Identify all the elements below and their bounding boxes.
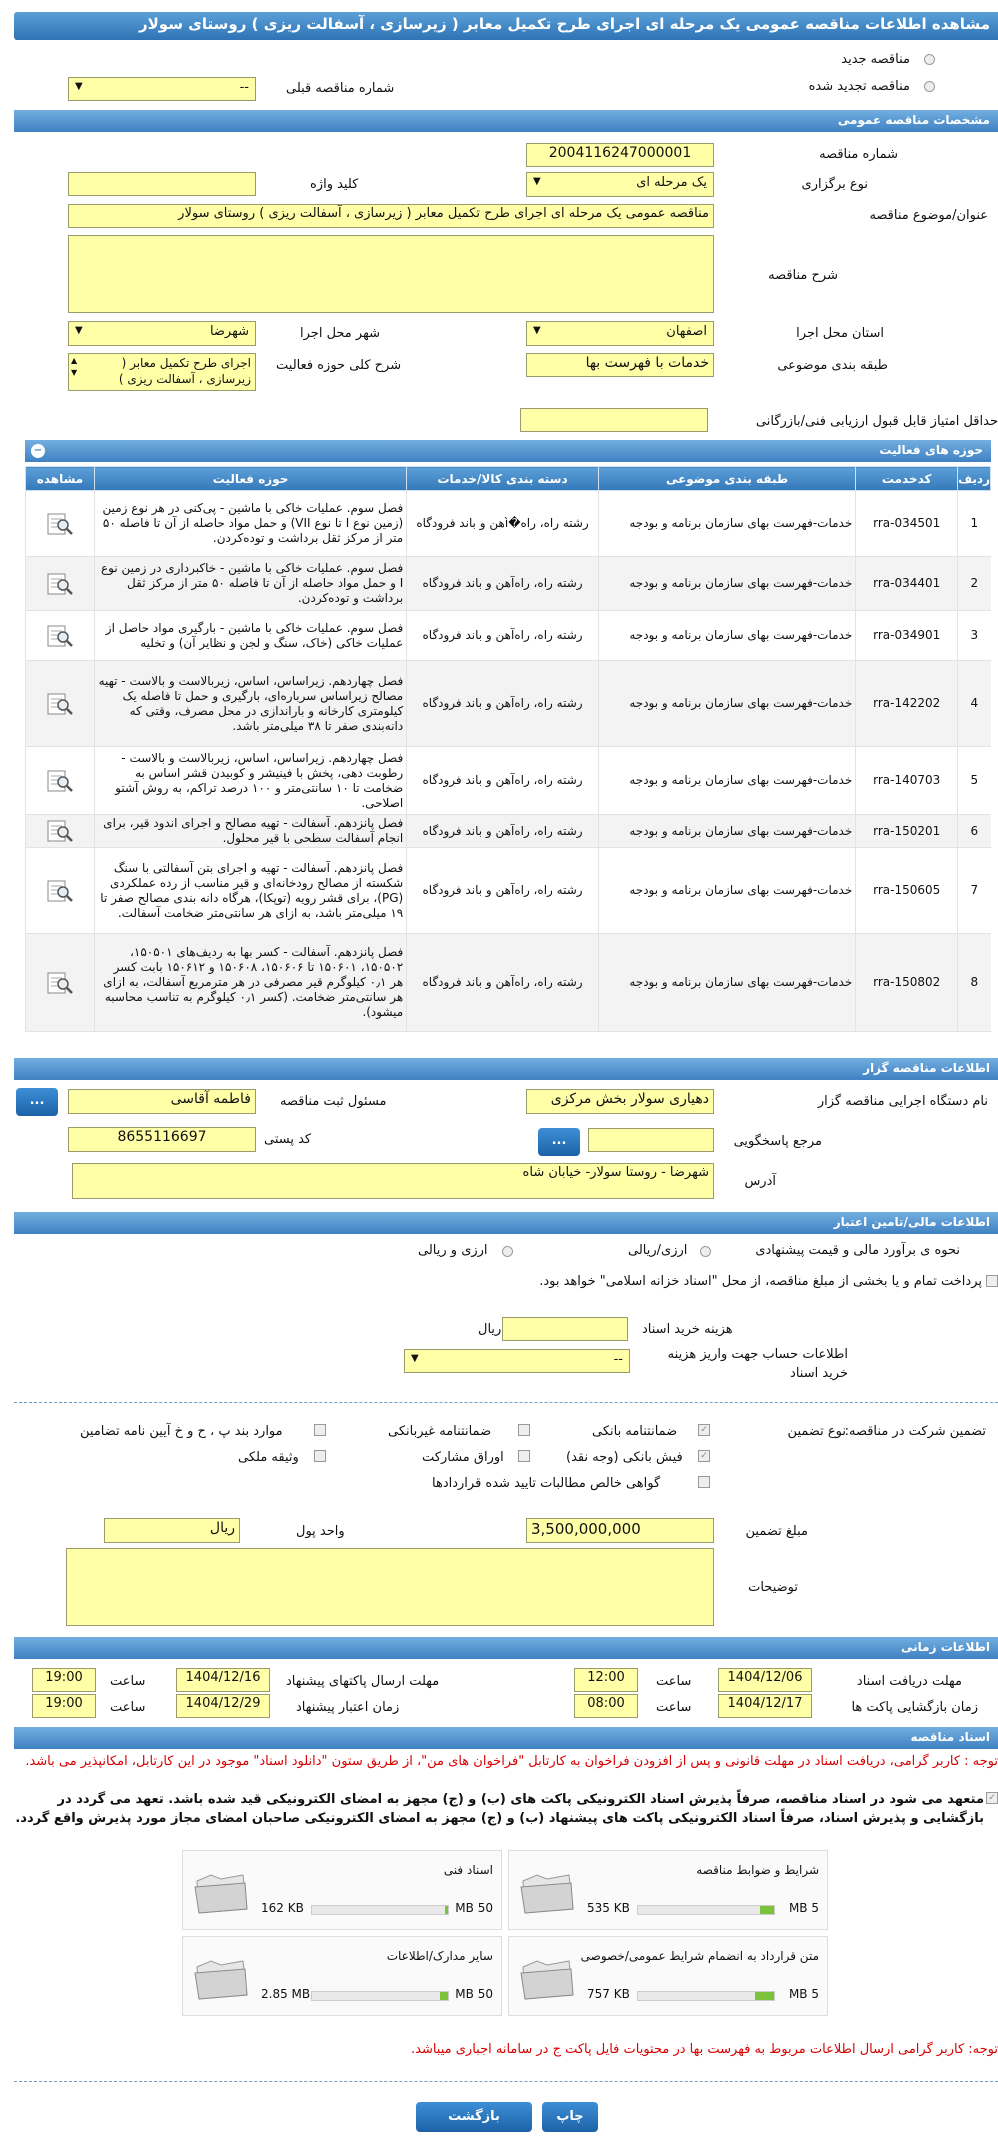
tender-number-field[interactable]: 2004116247000001: [526, 143, 714, 167]
subject-label: عنوان/موضوع مناقصه: [869, 208, 988, 223]
document-max-size: 5 MB: [788, 1901, 819, 1915]
reference-field[interactable]: [588, 1128, 714, 1152]
document-card[interactable]: [508, 1936, 828, 2016]
new-tender-label: مناقصه جدید: [841, 52, 910, 67]
download-note: توجه : کاربر گرامی، دریافت اسناد در مهلت قانونی و پس از افزودن فراخوان به کارتابل "فراخوان های من"، از طریق ستون "دانلود اسناد" موجود در این کارتابل، امکانپذیر می باشد.: [25, 1754, 998, 1769]
view-cell[interactable]: [26, 611, 95, 661]
documents-header: اسناد مناقصه: [14, 1727, 998, 1749]
responsible-label: مسئول ثبت مناقصه: [280, 1094, 387, 1109]
subject-category: خدمات-فهرست بهای سازمان برنامه و بودجه: [598, 815, 855, 848]
document-max-size: 5 MB: [788, 1987, 819, 2001]
service-code: rra-034501: [856, 491, 958, 557]
renewed-tender-label: مناقصه تجدید شده: [808, 79, 910, 94]
document-max-size: 50 MB: [455, 1901, 493, 1915]
view-cell[interactable]: [26, 747, 95, 815]
price-list-note: توجه: کاربر گرامی ارسال اطلاعات مربوط به فهرست بها در محتویات فایل پاکت ج در سامانه اجباری میباشد.: [411, 2042, 998, 2057]
net-receivables-checkbox[interactable]: [698, 1476, 710, 1488]
subject-category: خدمات-فهرست بهای سازمان برنامه و بودجه: [598, 747, 855, 815]
rial-currency-radio[interactable]: [700, 1246, 711, 1257]
prev-number-select[interactable]: ▼ --: [68, 77, 256, 101]
bank-receipt-checkbox[interactable]: ✓: [698, 1450, 710, 1462]
min-score-field[interactable]: [520, 408, 708, 432]
col-row: ردیف: [958, 467, 991, 491]
province-select[interactable]: ▼ اصفهان: [526, 321, 714, 346]
validity-time[interactable]: 19:00: [32, 1694, 96, 1718]
opening-label: زمان بازگشایی پاکت ها: [851, 1700, 978, 1715]
account-info-select[interactable]: ▼ --: [404, 1349, 630, 1373]
col-view: مشاهده: [26, 467, 95, 491]
subject-category: خدمات-فهرست بهای سازمان برنامه و بودجه: [598, 557, 855, 611]
validity-label: زمان اعتبار پیشنهاد: [296, 1700, 400, 1715]
receive-docs-time[interactable]: 12:00: [574, 1668, 638, 1692]
commitment-text: متعهد می شود در اسناد مناقصه، صرفاً پذیرش اسناد الکترونیکی پاکت های (ب) و (ج) مجهز به امضای الکترونیکی قید شده باشد. تعهد می گردد در بازگشایی و پذیرش اسناد، صرفاً اسناد الکترونیکی پاکت های پیشنهاد (ب) و (ج) مجهز به امضای الکترونیکی صاحبان امضای مجاز مورد پذیرش واقع گردد.: [15, 1792, 984, 1826]
subject-category: خدمات-فهرست بهای سازمان برنامه و بودجه: [598, 491, 855, 557]
activity-scope: فصل پانزدهم. آسفالت - تهیه مصالح و اجرای اندود قیر، برای انجام آسفالت سطحی با قیر محلول.: [94, 815, 406, 848]
service-code: rra-142202: [856, 661, 958, 747]
nonbank-guarantee-checkbox[interactable]: [518, 1424, 530, 1436]
col-scope: حوزه فعالیت: [94, 467, 406, 491]
description-field[interactable]: [68, 235, 714, 313]
org-browse-button[interactable]: ...: [16, 1088, 58, 1116]
timing-header: اطلاعات زمانی: [14, 1637, 998, 1659]
document-size-fill: [760, 1906, 774, 1914]
opening-date[interactable]: 1404/12/17: [718, 1694, 812, 1718]
table-row: [26, 491, 991, 557]
document-card[interactable]: [182, 1936, 502, 2016]
view-cell[interactable]: [26, 557, 95, 611]
validity-date[interactable]: 1404/12/29: [176, 1694, 270, 1718]
activity-scope: فصل پانزدهم. آسفالت - کسر بها به ردیف‌های ۱۵۰۵۰۱، ۱۵۰۵۰۲، ۱۵۰۶۰۱ تا ۱۵۰۶۰۶، ۱۵۰۶۰۸ و ۱۵۰۶۱۲ بابت کسر هر ۰٫۱ کیلوگرم قیر مصرفی در هر مترمربع آسفالت، به ازای هر سانتی‌متر ضخامت. (کسر ۰٫۱ کیلوگرم به تناسب محاسبه میشود).: [94, 934, 406, 1032]
document-size-bar: [311, 1905, 449, 1915]
view-cell[interactable]: [26, 661, 95, 747]
currency-unit-field[interactable]: ریال: [104, 1518, 240, 1543]
guarantee-label: تضمین شرکت در مناقصه:: [844, 1424, 986, 1439]
divider: [14, 1402, 998, 1403]
document-size: 2.85 MB: [261, 1987, 311, 2001]
goods-group: رشته راه، راه‌آهن و باند فرودگاه: [407, 557, 599, 611]
collapse-icon[interactable]: −: [31, 444, 45, 458]
category-field[interactable]: خدمات با فهرست بها: [526, 353, 714, 377]
row-number: 6: [958, 815, 991, 848]
reference-browse-button[interactable]: ...: [538, 1128, 580, 1156]
send-offers-time[interactable]: 19:00: [32, 1668, 96, 1692]
property-collateral-label: وثیقه ملکی: [238, 1450, 299, 1465]
subject-category: خدمات-فهرست بهای سازمان برنامه و بودجه: [598, 661, 855, 747]
islamic-treasury-checkbox[interactable]: [986, 1275, 998, 1287]
view-details-icon[interactable]: [46, 571, 74, 597]
doc-fee-label: هزینه خرید اسناد: [642, 1322, 733, 1337]
nonbank-guarantee-label: ضمانتنامه غیربانکی: [388, 1424, 492, 1439]
col-group: دسته بندی کالا/خدمات: [407, 467, 599, 491]
address-field[interactable]: شهرضا - روستا سولار- خیابان شاه: [72, 1163, 714, 1199]
org-name-label: نام دستگاه اجرایی مناقصه گزار: [817, 1094, 988, 1109]
keyword-label: کلید واژه: [310, 177, 359, 192]
view-details-icon[interactable]: [46, 691, 74, 717]
service-code: rra-034901: [856, 611, 958, 661]
col-category: طبقه بندی موضوعی: [598, 467, 855, 491]
responsible-field[interactable]: فاطمه آقاسی: [68, 1089, 256, 1114]
activity-scope: فصل چهاردهم. زیراساس، اساس، زیربالاست و بالاست - رطوبت دهی، پخش با فینیشر و کوبیدن قشر اساس به ضخامت تا ۱۰ سانتی‌متر و ۱۰۰ درصد تراکم، به روش آشتو اصلاحی.: [94, 747, 406, 815]
folder-icon: [191, 1869, 249, 1915]
doc-fee-unit: ریال: [478, 1322, 502, 1337]
document-size-fill: [755, 1992, 774, 2000]
postal-field[interactable]: 8655116697: [68, 1127, 256, 1152]
finance-header: اطلاعات مالی/تامین اعتبار: [14, 1212, 998, 1234]
currency-and-rial-radio[interactable]: [502, 1246, 513, 1257]
page-title: مشاهده اطلاعات مناقصه عمومی یک مرحله ای اجرای طرح تکمیل معابر ( زیرسازی ، آسفالت ریزی ) روستای سولار: [14, 12, 998, 40]
participation-bonds-label: اوراق مشارکت: [422, 1450, 504, 1465]
category-label: طبقه بندی موضوعی: [777, 358, 888, 373]
goods-group: رشته راه، راه‌آهن و باند فرودگاه: [407, 661, 599, 747]
view-details-icon[interactable]: [46, 970, 74, 996]
document-size-bar: [637, 1991, 775, 2001]
opening-time[interactable]: 08:00: [574, 1694, 638, 1718]
guarantee-amount-field[interactable]: 3,500,000,000: [526, 1518, 714, 1543]
doc-fee-field[interactable]: [502, 1317, 628, 1341]
goods-group: رشته راه، راه‌آهن و باند فرودگاه: [407, 747, 599, 815]
view-cell[interactable]: [26, 934, 95, 1032]
activity-scope: فصل چهاردهم. زیراساس، اساس، زیربالاست و بالاست - تهیه مصالح زیراساس سرباره‌ای، بارگیری و حمل تا فاصله یک کیلومتری کارخانه و باراندازی در محل مصرف، وقتی که دانه‌بندی صفر تا ۳۸ میلی‌متر باشد.: [94, 661, 406, 747]
row-number: 4: [958, 661, 991, 747]
description-label: شرح مناقصه: [768, 268, 838, 283]
regulation-items-checkbox[interactable]: [314, 1424, 326, 1436]
postal-label: کد پستی: [264, 1132, 312, 1147]
prev-number-label: شماره مناقصه قبلی: [286, 81, 395, 96]
send-offers-date[interactable]: 1404/12/16: [176, 1668, 270, 1692]
table-row: [26, 611, 991, 661]
service-code: rra-140703: [856, 747, 958, 815]
goods-group: رشته راه، راه‌آهن و باند فرودگاه: [407, 848, 599, 934]
table-row: [26, 661, 991, 747]
service-code: rra-150201: [856, 815, 958, 848]
document-size-fill: [440, 1992, 448, 2000]
estimation-method-label: نحوه ی برآورد مالی و قیمت پیشنهادی: [755, 1243, 960, 1258]
activity-scope: فصل سوم. عملیات خاکی با ماشین - بارگیری مواد حاصل از عملیات خاکی (خاک، سنگ و لجن و نظایر آن) و تخلیه: [94, 611, 406, 661]
guarantee-amount-label: مبلغ تضمین: [745, 1524, 808, 1539]
bank-receipt-label: فیش بانکی (وجه نقد): [566, 1450, 683, 1465]
table-row: [26, 848, 991, 934]
view-details-icon[interactable]: [46, 768, 74, 794]
document-size-bar: [637, 1905, 775, 1915]
row-number: 7: [958, 848, 991, 934]
service-code: rra-150802: [856, 934, 958, 1032]
receive-docs-label: مهلت دریافت اسناد: [856, 1674, 962, 1689]
opening-time-label: ساعت: [656, 1700, 692, 1715]
renewed-tender-radio[interactable]: [924, 81, 935, 92]
property-collateral-checkbox[interactable]: [314, 1450, 326, 1462]
document-size: 757 KB: [587, 1987, 630, 2001]
view-cell[interactable]: [26, 491, 95, 557]
receive-time-label: ساعت: [656, 1674, 692, 1689]
activity-scope: فصل سوم. عملیات خاکی با ماشین - پی‌کنی در هر نوع زمین (زمین نوع I تا نوع VII) و حمل مواد حاصله از آن تا فاصله ۵۰ متر از مرکز ثقل برداشت و توده‌کردن.: [94, 491, 406, 557]
city-label: شهر محل اجرا: [300, 326, 380, 341]
organizer-header: اطلاعات مناقصه گزار: [14, 1058, 998, 1080]
bank-guarantee-label: ضمانتنامه بانکی: [592, 1424, 678, 1439]
document-name: متن قرارداد به انضمام شرایط عمومی/خصوصی: [580, 1949, 819, 1963]
document-size-bar: [311, 1991, 449, 2001]
view-details-icon[interactable]: [46, 511, 74, 537]
participation-bonds-checkbox[interactable]: [518, 1450, 530, 1462]
col-code: کدخدمت: [856, 467, 958, 491]
net-receivables-label: گواهی خالص مطالبات تایید شده قراردادها: [432, 1476, 661, 1491]
account-info-label: اطلاعات حساب جهت واریز هزینه خرید اسناد: [667, 1347, 848, 1381]
table-row: [26, 934, 991, 1032]
holding-type-label: نوع برگزاری: [801, 177, 868, 192]
table-row: [26, 557, 991, 611]
commitment-checkbox[interactable]: ✓: [986, 1792, 998, 1804]
scope-field[interactable]: اجرای طرح تکمیل معابر ( زیرسازی ، آسفالت ریزی ) ▲ ▼: [68, 353, 256, 391]
row-number: 2: [958, 557, 991, 611]
service-code: rra-034401: [856, 557, 958, 611]
folder-icon: [517, 1955, 575, 2001]
document-name: شرایط و ضوابط مناقصه: [696, 1863, 819, 1877]
general-info-header: مشخصات مناقصه عمومی: [14, 110, 998, 132]
currency-unit-label: واحد پول: [296, 1524, 345, 1539]
view-details-icon[interactable]: [46, 818, 74, 844]
goods-group: رشته راه، راه‌آهن و باند فرودگاه: [407, 815, 599, 848]
document-name: اسناد فنی: [443, 1863, 493, 1877]
view-details-icon[interactable]: [46, 878, 74, 904]
scroll-arrows-icon: ▲ ▼: [71, 356, 78, 377]
new-tender-radio[interactable]: [924, 54, 935, 65]
view-details-icon[interactable]: [46, 623, 74, 649]
goods-group: رشته راه، راه�ìهن و باند فرودگاه: [407, 491, 599, 557]
currency-and-rial-label: ارزی و ریالی: [418, 1243, 488, 1258]
notes-field[interactable]: [66, 1548, 714, 1626]
row-number: 8: [958, 934, 991, 1032]
send-offers-label: مهلت ارسال پاکتهای پیشنهاد: [286, 1674, 440, 1689]
rial-currency-label: ارزی/ریالی: [628, 1243, 688, 1258]
city-select[interactable]: ▼ شهرضا: [68, 321, 256, 346]
activities-header: حوزه های فعالیت −: [25, 440, 991, 462]
document-size-fill: [445, 1906, 448, 1914]
subject-field[interactable]: مناقصه عمومی یک مرحله ای اجرای طرح تکمیل معابر ( زیرسازی ، آسفالت ریزی ) روستای سولار: [68, 204, 714, 228]
back-button[interactable]: بازگشت: [416, 2102, 532, 2132]
org-name-field[interactable]: دهیاری سولار بخش مرکزی: [526, 1089, 714, 1114]
activity-scope: فصل پانزدهم. آسفالت - تهیه و اجرای بتن آسفالتی با سنگ شکسته از مصالح رودخانه‌ای و قیر مناسب از رده عملکردی (PG)، برای قشر رویه (توپکا)، هرگاه دانه بندی مصالح صفر تا ۱۹ میلی‌متر باشد، به ازای هر سانتی‌متر ضخامت آسفالت.: [94, 848, 406, 934]
keyword-field[interactable]: [68, 172, 256, 196]
regulation-items-label: موارد بند پ ، ح و خ آیین نامه تضامین: [80, 1424, 283, 1439]
subject-category: خدمات-فهرست بهای سازمان برنامه و بودجه: [598, 611, 855, 661]
guarantee-type-label: نوع تضمین: [787, 1424, 846, 1439]
send-time-label: ساعت: [110, 1674, 146, 1689]
validity-time-label: ساعت: [110, 1700, 146, 1715]
print-button[interactable]: چاپ: [542, 2102, 598, 2132]
document-size: 535 KB: [587, 1901, 630, 1915]
goods-group: رشته راه، راه‌آهن و باند فرودگاه: [407, 934, 599, 1032]
document-max-size: 50 MB: [455, 1987, 493, 2001]
address-label: آدرس: [744, 1174, 776, 1189]
tender-number-label: شماره مناقصه: [819, 147, 898, 162]
scope-label: شرح کلی حوزه فعالیت: [276, 358, 402, 373]
bank-guarantee-checkbox[interactable]: ✓: [698, 1424, 710, 1436]
document-card[interactable]: [182, 1850, 502, 1930]
subject-category: خدمات-فهرست بهای سازمان برنامه و بودجه: [598, 934, 855, 1032]
view-cell[interactable]: [26, 815, 95, 848]
receive-docs-date[interactable]: 1404/12/06: [718, 1668, 812, 1692]
province-label: استان محل اجرا: [796, 326, 884, 341]
reference-label: مرجع پاسخگویی: [733, 1134, 822, 1149]
folder-icon: [191, 1955, 249, 2001]
document-name: سایر مدارک/اطلاعات: [386, 1949, 493, 1963]
service-code: rra-150605: [856, 848, 958, 934]
table-row: [26, 747, 991, 815]
document-size: 162 KB: [261, 1901, 304, 1915]
row-number: 5: [958, 747, 991, 815]
holding-type-select[interactable]: ▼ یک مرحله ای: [526, 172, 714, 197]
document-card[interactable]: [508, 1850, 828, 1930]
min-score-label: حداقل امتیاز قابل قبول ارزیابی فنی/بازرگانی: [755, 414, 998, 429]
row-number: 3: [958, 611, 991, 661]
goods-group: رشته راه، راه‌آهن و باند فرودگاه: [407, 611, 599, 661]
folder-icon: [517, 1869, 575, 1915]
view-cell[interactable]: [26, 848, 95, 934]
divider: [14, 2081, 998, 2082]
activity-scope: فصل سوم. عملیات خاکی با ماشین - خاکبرداری در زمین نوع I و حمل مواد حاصله از آن تا فاصله ۵۰ متر از مرکز ثقل برداشت و توده‌کردن.: [94, 557, 406, 611]
notes-label: توضیحات: [748, 1580, 798, 1595]
subject-category: خدمات-فهرست بهای سازمان برنامه و بودجه: [598, 848, 855, 934]
islamic-treasury-text: پرداخت تمام و یا بخشی از مبلغ مناقصه، از محل "اسناد خزانه اسلامی" خواهد بود.: [539, 1274, 982, 1289]
row-number: 1: [958, 491, 991, 557]
table-row: [26, 815, 991, 848]
activities-table: [25, 466, 991, 1032]
